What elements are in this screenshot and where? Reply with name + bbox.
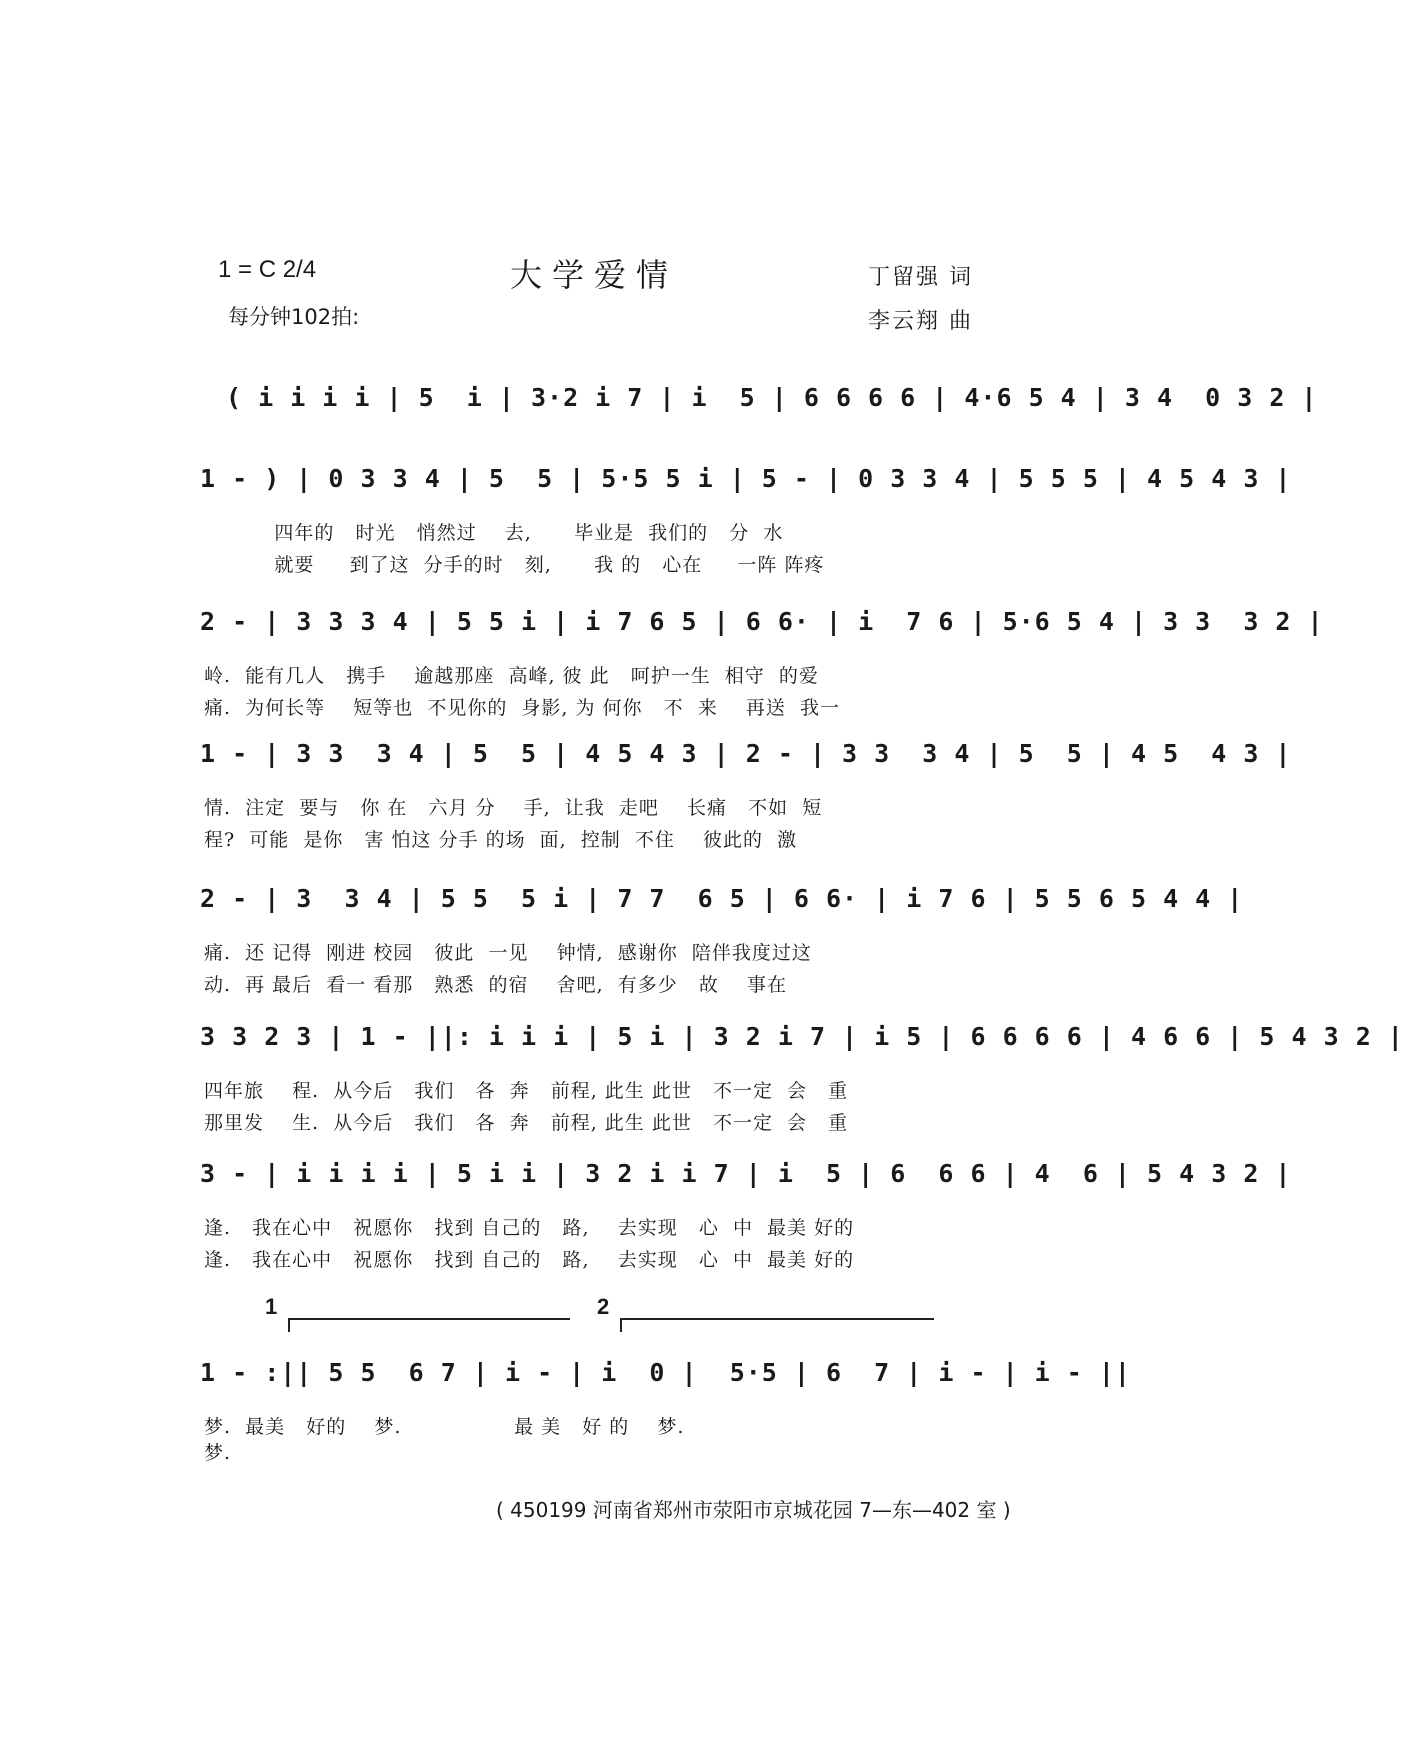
lyrics-verse-1: 情. 注定 要与 你 在 六月 分 手, 让我 走吧 长痛 不如 短 bbox=[204, 797, 823, 819]
lyrics-verse-2: 动. 再 最后 看一 看那 熟悉 的宿 舍吧, 有多少 故 事在 bbox=[204, 974, 788, 996]
author-address: ( 450199 河南省郑州市荥阳市京城花园 7—东—402 室 ) bbox=[496, 1498, 1011, 1522]
notation-line: 2 - | 3 3 4 | 5 5 5 i | 7 7 6 5 | 6 6· | i 7 6 | 5 5 6 5 4 4 | bbox=[200, 884, 1244, 913]
lyrics-verse-1: 梦. 最美 好的 梦. 最 美 好 的 梦. bbox=[204, 1416, 685, 1438]
lyrics-verse-1: 四年的 时光 悄然过 去, 毕业是 我们的 分 水 bbox=[204, 522, 784, 544]
lyrics-verse-1: 痛. 还 记得 刚进 校园 彼此 一见 钟情, 感谢你 陪伴我度过这 bbox=[204, 942, 812, 964]
lyrics-verse-2: 痛. 为何长等 短等也 不见你的 身影, 为 何你 不 来 再送 我一 bbox=[204, 697, 840, 719]
lyrics-verse-2: 程? 可能 是你 害 怕这 分手 的场 面, 控制 不住 彼此的 激 bbox=[204, 829, 798, 851]
composer-credit: 李云翔 曲 bbox=[868, 309, 973, 334]
notation-line: 1 - :|| 5 5 6 7 | i - | i 0 | 5·5 | 6 7 | i - | i - || bbox=[200, 1358, 1131, 1387]
lyrics-verse-2: 逢. 我在心中 祝愿你 找到 自己的 路, 去实现 心 中 最美 好的 bbox=[204, 1249, 855, 1271]
tempo-marking: 每分钟102拍: bbox=[228, 305, 360, 329]
notation-line: 1 - ) | 0 3 3 4 | 5 5 | 5·5 5 i | 5 - | 0 3 3 4 | 5 5 5 | 4 5 4 3 | bbox=[200, 464, 1292, 493]
second-ending-number: 2 bbox=[597, 1294, 610, 1319]
lyrics-verse-1: 逢. 我在心中 祝愿你 找到 自己的 路, 去实现 心 中 最美 好的 bbox=[204, 1217, 855, 1239]
notation-line: ( i i i i | 5 i | 3·2 i 7 | i 5 | 6 6 6 6 | 4·6 5 4 | 3 4 0 3 2 | bbox=[226, 383, 1318, 412]
song-title: 大学爱情 bbox=[510, 256, 679, 294]
lyrics-verse-1: 岭. 能有几人 携手 逾越那座 高峰, 彼 此 呵护一生 相守 的爱 bbox=[204, 665, 819, 687]
notation-line: 3 - | i i i i | 5 i i | 3 2 i i 7 | i 5 | 6 6 6 | 4 6 | 5 4 3 2 | bbox=[200, 1159, 1292, 1188]
first-ending-bracket bbox=[288, 1318, 570, 1332]
lyricist-credit: 丁留强 词 bbox=[868, 265, 973, 290]
notation-line: 1 - | 3 3 3 4 | 5 5 | 4 5 4 3 | 2 - | 3 3 3 4 | 5 5 | 4 5 4 3 | bbox=[200, 739, 1292, 768]
lyrics-verse-1: 四年旅 程. 从今后 我们 各 奔 前程, 此生 此世 不一定 会 重 bbox=[204, 1080, 849, 1102]
second-ending-bracket bbox=[620, 1318, 934, 1332]
lyrics-verse-2: 梦. bbox=[204, 1442, 232, 1464]
lyrics-verse-2: 就要 到了这 分手的时 刻, 我 的 心在 一阵 阵疼 bbox=[204, 554, 825, 576]
key-signature: 1 = C 2/4 bbox=[218, 256, 317, 283]
notation-line: 2 - | 3 3 3 4 | 5 5 i | i 7 6 5 | 6 6· | i 7 6 | 5·6 5 4 | 3 3 3 2 | bbox=[200, 607, 1324, 636]
notation-line: 3 3 2 3 | 1 - ||: i i i | 5 i | 3 2 i 7 | i 5 | 6 6 6 6 | 4 6 6 | 5 4 3 2 | bbox=[200, 1022, 1404, 1051]
first-ending-number: 1 bbox=[265, 1294, 278, 1319]
lyrics-verse-2: 那里发 生. 从今后 我们 各 奔 前程, 此生 此世 不一定 会 重 bbox=[204, 1112, 849, 1134]
